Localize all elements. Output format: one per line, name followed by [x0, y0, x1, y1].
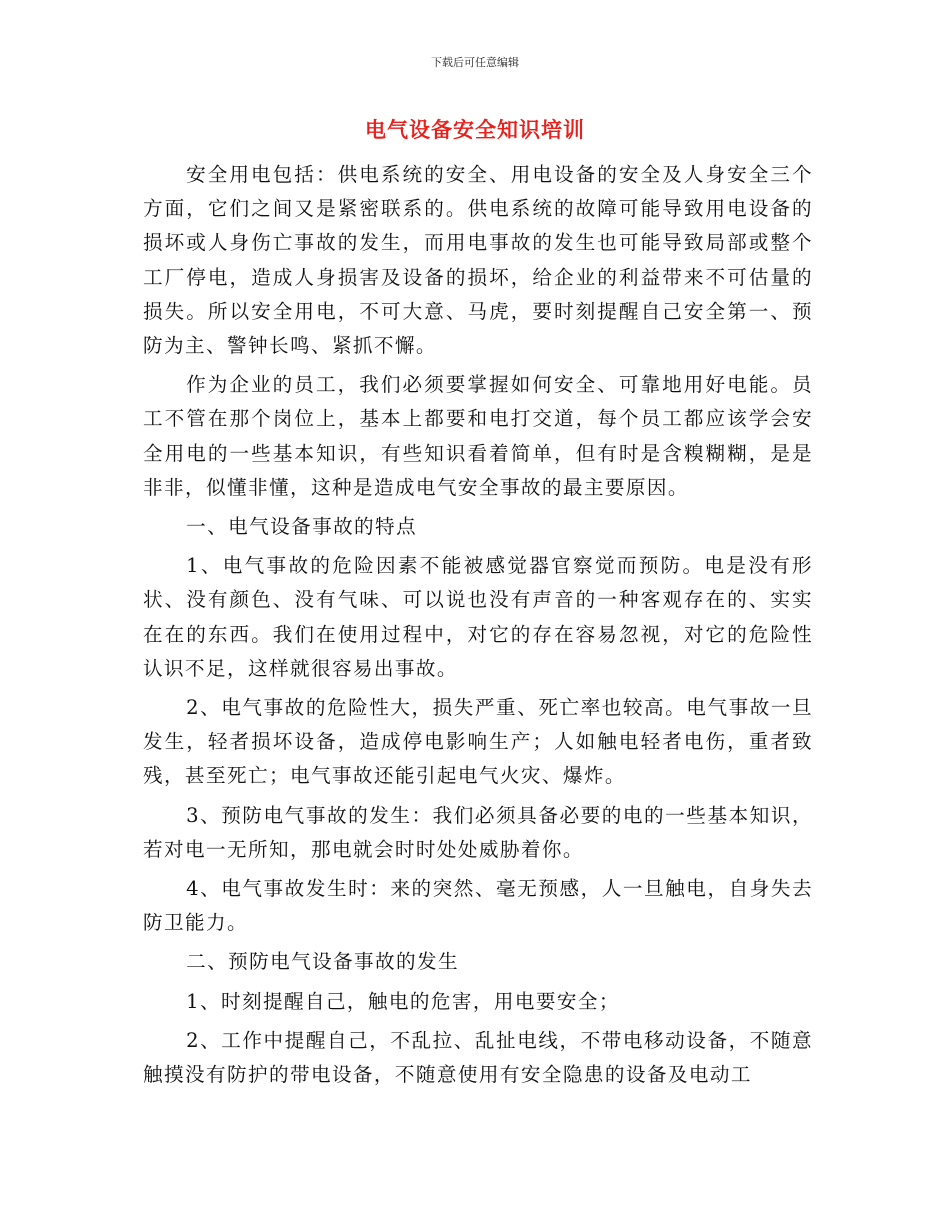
section-heading-1: 一、电气设备事故的特点: [186, 515, 418, 539]
document-body: [143, 158, 813, 1097]
paragraph-item-2-2: 2、工作中提醒自己，不乱拉、乱扯电线，不带电移动设备，不随意触摸没有防护的带电设备，不随意使用有安全隐患的设备及电动工: [143, 1028, 813, 1087]
document-title: 电气设备安全知识培训: [365, 118, 585, 142]
paragraph-employee: 作为企业的员工，我们必须要掌握如何安全、可靠地用好电能。员工不管在那个岗位上，基本上都要和电打交道，每个员工都应该学会安全用电的一些基本知识，有些知识看着简单，但有时是含糗糊糊，是是非非，似懂非懂，这种是造成电气安全事故的最主要原因。: [143, 373, 813, 499]
paragraph-item-2-1: 1、时刻提醒自己，触电的危害，用电要安全；: [186, 989, 620, 1013]
paragraph-item-1-4: 4、电气事故发生时：来的突然、毫无预感，人一旦触电，自身失去防卫能力。: [143, 877, 813, 935]
paragraph-item-1-3: 3、预防电气事故的发生：我们必须具备必要的电的一些基本知识，若对电一无所知，那电就会时时处处威胁着你。: [143, 803, 813, 861]
header-note: 下载后可任意编辑: [431, 56, 519, 69]
section-heading-2: 二、预防电气设备事故的发生: [186, 950, 460, 974]
paragraph-item-1-2: 2、电气事故的危险性大，损失严重、死亡率也较高。电气事故一旦发生，轻者损坏设备，造成停电影响生产；人如触电轻者电伤，重者致残，甚至死亡；电气事故还能引起电气火灾、爆炸。: [143, 696, 813, 788]
paragraph-intro: 安全用电包括：供电系统的安全、用电设备的安全及人身安全三个方面，它们之间又是紧密联系的。供电系统的故障可能导致用电设备的损坏或人身伤亡事故的发生，而用电事故的发生也可能导致局部或整个工厂停电，造成人身损害及设备的损坏，给企业的利益带来不可估量的损失。所以安全用电，不可大意、马虎，要时刻提醒自己安全第一、预防为主、警钟长鸣、紧抓不懈。: [143, 163, 813, 358]
paragraph-item-1-1: 1、电气事故的危险因素不能被感觉器官察觉而预防。电是没有形状、没有颜色、没有气味、可以说也没有声音的一种客观存在的、实实在在的东西。我们在使用过程中，对它的存在容易忽视，对它的危险性认识不足，这样就很容易出事故。: [143, 554, 813, 680]
